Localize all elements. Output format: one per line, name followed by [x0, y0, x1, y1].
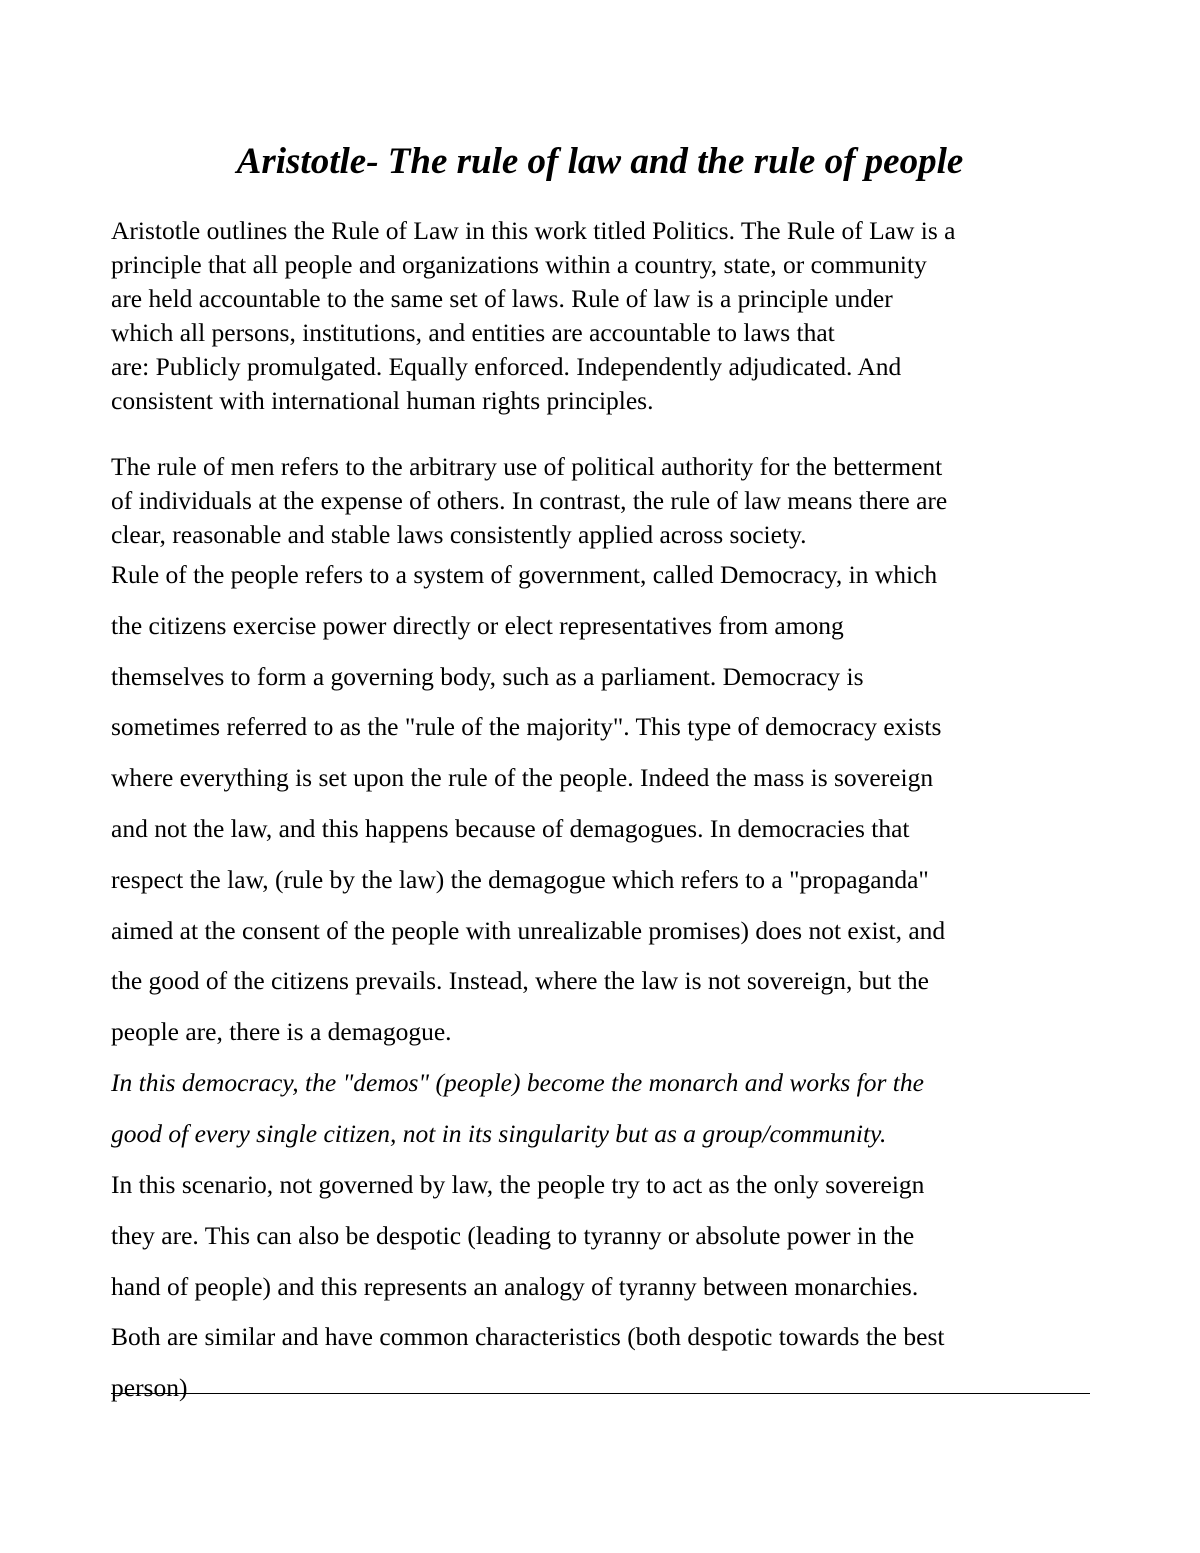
paragraph-rule-of-men: [111, 450, 1101, 552]
paragraph-rule-of-people: [111, 550, 1101, 1058]
text-line: the good of the citizens prevails. Instead, where the law is not sovereign, but the: [111, 966, 929, 996]
text-line: of individuals at the expense of others. In contrast, the rule of law means there are: [111, 486, 948, 515]
text-line: good of every single citizen, not in its singularity but as a group/community.: [111, 1118, 887, 1148]
paragraph-demos-italic: [111, 1058, 1101, 1160]
text-line: the citizens exercise power directly or elect representatives from among: [111, 610, 844, 640]
text-line: Rule of the people refers to a system of government, called Democracy, in which: [111, 560, 938, 589]
text-line: In this democracy, the "demos" (people) become the monarch and works for the: [111, 1068, 924, 1097]
text-line: In this scenario, not governed by law, the people try to act as the only sovereign: [111, 1170, 925, 1199]
text-line: where everything is set upon the rule of the people. Indeed the mass is sovereign: [111, 763, 934, 793]
text-line: clear, reasonable and stable laws consistently applied across society.: [111, 520, 807, 549]
text-line: are: Publicly promulgated. Equally enforced. Independently adjudicated. And: [111, 352, 902, 381]
text-line: Aristotle outlines the Rule of Law in this work titled Politics. The Rule of Law is a: [111, 216, 956, 245]
paragraph-rule-of-law: [111, 214, 1101, 418]
text-line: and not the law, and this happens because of demagogues. In democracies that: [111, 813, 910, 843]
text-line: which all persons, institutions, and entities are accountable to laws that: [111, 318, 835, 347]
bottom-divider: [111, 1393, 1090, 1394]
text-line: principle that all people and organizations within a country, state, or community: [111, 250, 927, 279]
text-line: respect the law, (rule by the law) the demagogue which refers to a "propaganda": [111, 864, 929, 894]
paragraph-scenario: [111, 1160, 1101, 1414]
text-line: sometimes referred to as the "rule of the majority". This type of democracy exists: [111, 712, 942, 742]
text-line: they are. This can also be despotic (leading to tyranny or absolute power in the: [111, 1220, 915, 1250]
text-line: people are, there is a demagogue.: [111, 1017, 452, 1047]
text-line: The rule of men refers to the arbitrary use of political authority for the betterment: [111, 452, 943, 481]
text-line: are held accountable to the same set of laws. Rule of law is a principle under: [111, 284, 893, 313]
text-line: themselves to form a governing body, such as a parliament. Democracy is: [111, 661, 864, 691]
text-line: person): [111, 1373, 188, 1403]
text-line: aimed at the consent of the people with unrealizable promises) does not exist, and: [111, 915, 946, 945]
document-title: Aristotle- The rule of law and the rule of people: [236, 141, 964, 182]
text-line: Both are similar and have common characteristics (both despotic towards the best: [111, 1322, 945, 1352]
text-line: consistent with international human rights principles.: [111, 386, 654, 415]
text-line: hand of people) and this represents an analogy of tyranny between monarchies.: [111, 1271, 919, 1301]
